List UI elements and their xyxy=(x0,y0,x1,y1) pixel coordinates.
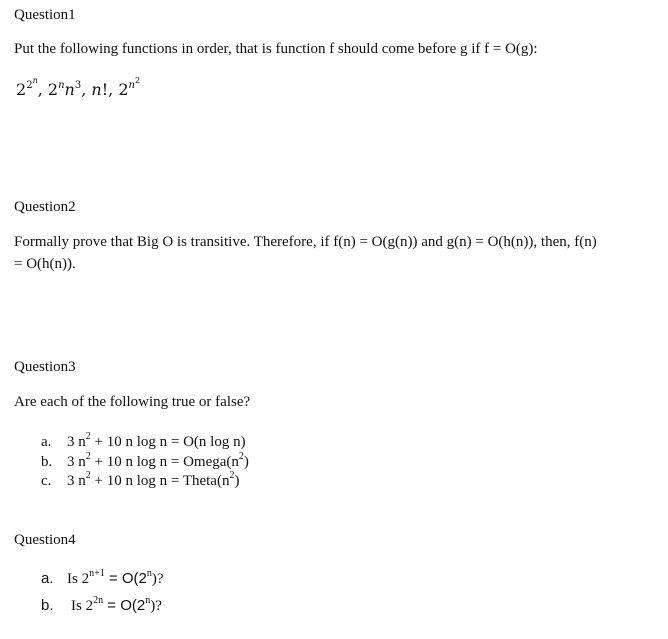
question2-prompt-line2: = O(h(n)). xyxy=(14,256,76,272)
question1-prompt: Put the following functions in order, that is function f should come before g if f = O(g): xyxy=(14,41,538,57)
question4-item-b: b. Is $2^{2n} = O(2^n)$? xyxy=(41,595,162,614)
question1-heading: Question1 xyxy=(14,7,76,23)
question2-heading: Question2 xyxy=(14,199,76,215)
question2-prompt-line1: Formally prove that Big O is transitive. Therefore, if f(n) = O(g(n)) and g(n) = O(h(n)), then, f(n) xyxy=(14,234,597,250)
question3-item-c: c. 3 $n^2 + 10$ n $\log n = Theta(n^2)$ xyxy=(41,470,240,489)
function-2-pow-n-n-cubed: $2^nn^3$ xyxy=(47,80,82,99)
question4-heading: Question4 xyxy=(14,532,76,548)
question3-item-b: b. 3 $n^2 + 10$ n $\log n = Omega(n^2)$ xyxy=(41,451,249,470)
function-2-pow-n-squared: $2^{n^2}$ xyxy=(118,76,141,99)
question3-prompt: Are each of the following true or false? xyxy=(14,394,251,410)
function-2-pow-2-pow-n: $2^{2^n}$ xyxy=(16,76,38,99)
function-n-factorial: n! xyxy=(91,80,109,99)
question4-item-a: a. Is $2^{n+1} = O(2^n)$? xyxy=(41,568,164,587)
question3-item-a: a. 3 $n^2 + 10$ n log n = O(n log n) xyxy=(41,431,246,450)
question3-heading: Question3 xyxy=(14,359,76,375)
question1-functions: $2^{2^n}$, $2^nn^3$, n!, $2^{n^2}$ xyxy=(16,76,141,99)
